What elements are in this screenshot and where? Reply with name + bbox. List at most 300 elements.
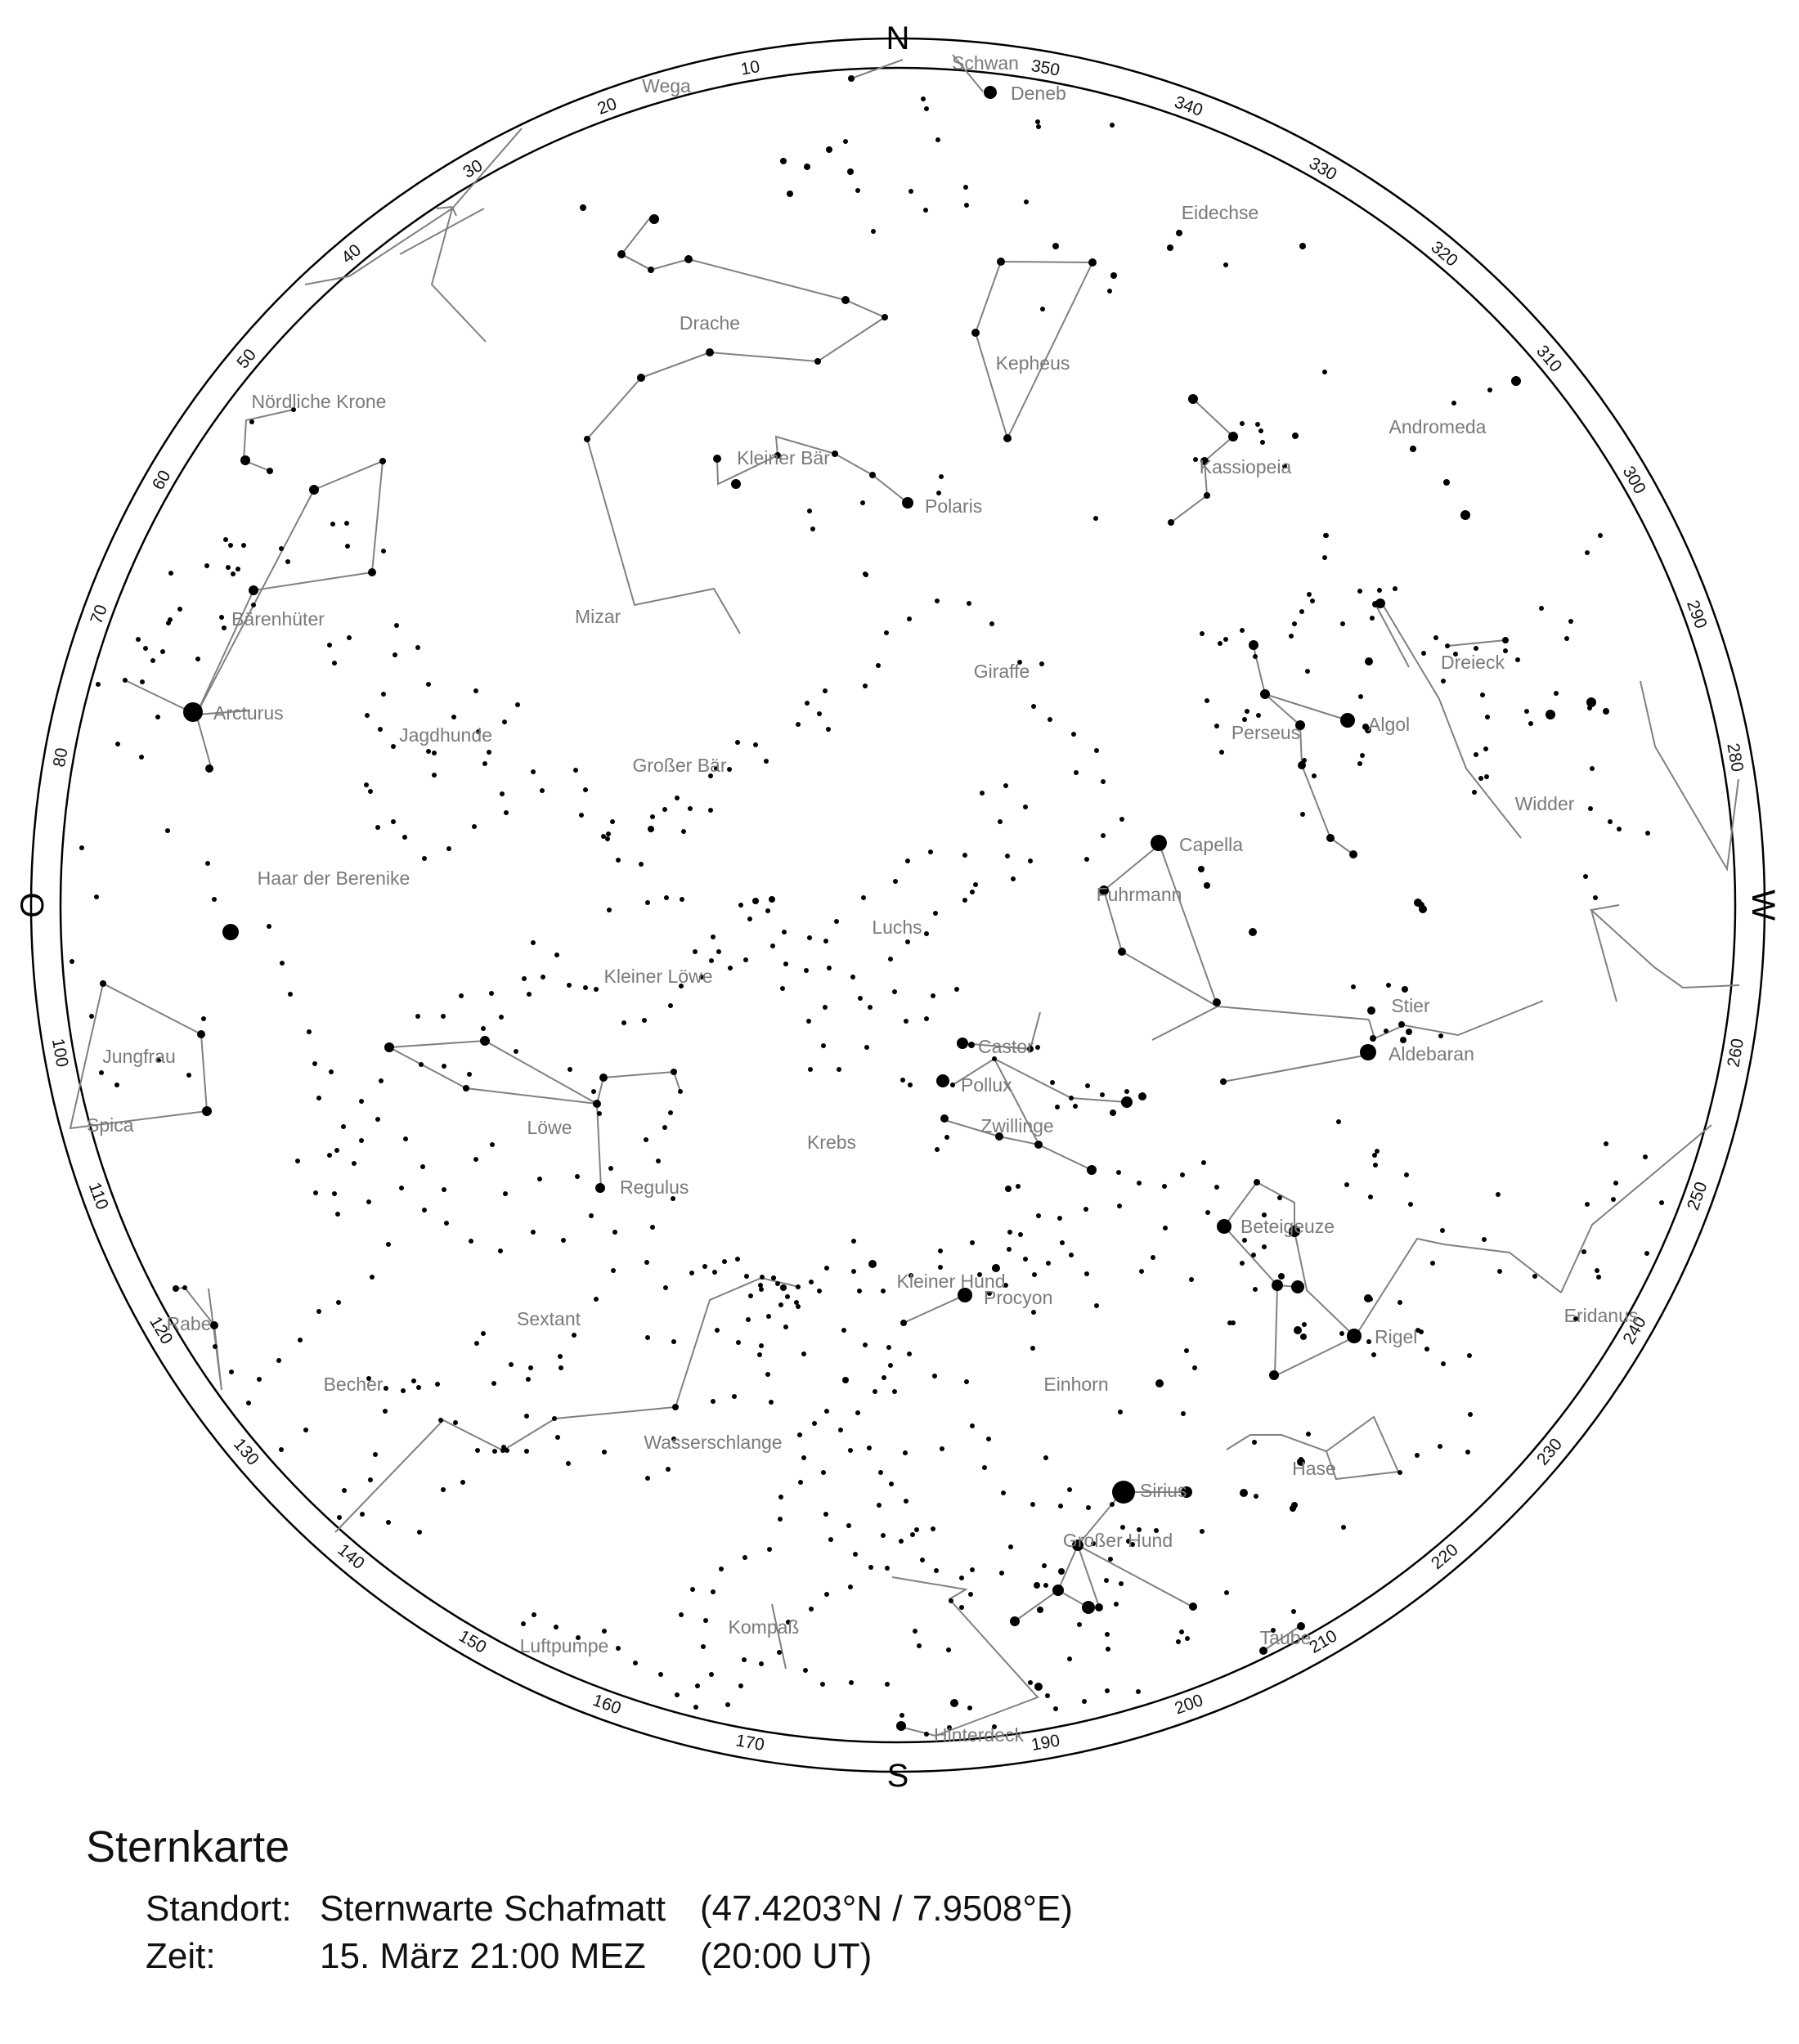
star-774 [639,862,644,867]
location-coords: (47.4203°N / 7.9508°E) [700,1889,1073,1929]
star-855 [857,1289,862,1293]
azimuth-tick-340: 340 [1172,92,1205,120]
star-756 [644,1137,648,1142]
star-123 [1445,643,1450,648]
star-label-algol: Algol [1368,714,1411,735]
star-329 [1058,1568,1065,1575]
star-150 [1603,708,1609,715]
star-376 [1290,1505,1296,1512]
star-471 [759,1661,764,1666]
star-29 [882,314,888,320]
star-725 [575,1174,580,1179]
star-332 [968,1592,973,1597]
star-731 [499,1015,504,1020]
star-297 [1180,1172,1185,1177]
star-308 [841,1328,846,1333]
star-69 [1260,440,1265,445]
star-140 [1617,827,1622,831]
azimuth-tick-80: 80 [49,746,72,769]
star-112 [1214,724,1219,728]
star-445 [528,1365,533,1370]
star-526 [183,702,203,722]
star-695 [100,980,106,987]
star-157 [1421,651,1426,656]
star-531 [249,419,254,424]
star-50 [832,450,838,457]
star-858 [938,1265,943,1270]
constellation-label-perseus: Perseus [1231,722,1301,743]
star-412 [769,1400,774,1405]
star-label-procyon: Procyon [984,1287,1053,1308]
star-706 [267,924,271,929]
constellation-line-15 [1447,640,1505,646]
azimuth-tick-30: 30 [460,155,487,182]
star-334 [1008,1544,1013,1549]
star-7 [1036,124,1041,129]
star-156 [1474,752,1478,757]
star-667 [827,966,832,970]
star-245 [1468,1412,1473,1417]
star-862 [1018,1232,1023,1237]
star-364 [913,1629,917,1634]
star-85 [1307,592,1312,597]
star-421 [555,1435,560,1440]
star-465 [868,1565,873,1570]
constellation-label-noerdliche-krone: Nördliche Krone [251,391,387,412]
star-578 [391,744,396,749]
star-15 [1176,230,1182,236]
star-148 [1546,710,1555,719]
star-163 [1204,882,1210,889]
star-171 [1438,1033,1443,1038]
star-168 [1367,1006,1375,1015]
constellation-line-3 [437,207,452,208]
star-621 [863,684,868,688]
star-595 [515,702,520,707]
star-613 [735,740,740,745]
star-775 [601,834,606,839]
star-593 [473,688,478,693]
constellation-line-40 [1224,1226,1355,1376]
azimuth-tick-60: 60 [148,467,175,494]
star-288 [1151,1255,1155,1260]
star-644 [1028,858,1033,863]
constellation-label-becher: Becher [323,1374,384,1395]
star-325 [1189,1602,1197,1611]
star-518 [904,1499,908,1504]
azimuth-tick-40: 40 [338,240,366,268]
star-437 [229,1369,234,1374]
star-316 [1110,1502,1115,1507]
star-21 [923,208,928,213]
star-715 [352,1161,357,1166]
star-565 [381,549,386,554]
star-302 [1007,1230,1012,1235]
star-836 [594,1297,599,1302]
star-507 [778,1495,783,1499]
star-323 [1052,1585,1064,1596]
star-389 [1291,1609,1296,1614]
star-529 [267,468,273,474]
star-317 [1067,1487,1072,1492]
constellation-line-52 [892,1577,1038,1736]
star-656 [783,961,788,966]
star-305 [851,1239,856,1244]
star-104 [1223,637,1228,642]
star-101 [1253,654,1258,659]
star-187 [940,1114,949,1123]
star-709 [307,1029,312,1034]
star-350 [940,1446,944,1451]
star-427 [386,1520,391,1525]
star-294 [1214,1185,1219,1190]
star-441 [411,1378,416,1383]
star-291 [1137,1181,1142,1186]
star-654 [804,968,809,973]
star-233 [1373,1163,1378,1168]
star-861 [1007,1247,1012,1252]
star-223 [1240,1261,1245,1266]
star-472 [742,1657,747,1662]
star-44 [1110,272,1117,279]
star-422 [524,1414,529,1419]
constellation-label-grosser-hund: Großer Hund [1062,1530,1173,1551]
star-676 [931,993,935,998]
star-70 [1322,370,1327,374]
star-146 [1593,895,1598,900]
star-496 [695,1683,700,1688]
star-172 [1398,1021,1405,1028]
star-591 [432,773,437,778]
star-167 [1213,998,1221,1006]
azimuth-tick-130: 130 [229,1435,263,1469]
star-76 [1443,479,1450,486]
star-284 [1181,1411,1186,1416]
star-764 [480,1036,490,1046]
star-260 [1659,1200,1664,1205]
star-118 [1377,588,1382,593]
star-574 [394,623,399,628]
star-723 [503,1191,508,1196]
compass-labels [15,20,1781,1794]
star-25 [617,250,626,258]
star-136 [1590,766,1595,771]
star-722 [490,1142,495,1147]
star-89 [1249,640,1258,650]
star-289 [1139,1269,1144,1274]
compass-south: S [886,1758,909,1794]
star-label-pollux: Pollux [961,1074,1012,1096]
star-672 [933,911,938,916]
star-847 [746,1317,751,1322]
star-649 [905,858,910,863]
star-572 [426,682,431,687]
star-626 [967,601,971,606]
constellation-label-stier: Stier [1391,995,1430,1016]
star-483 [554,1625,559,1629]
star-631 [1048,717,1052,722]
star-648 [928,849,933,854]
star-645 [1011,876,1016,881]
star-782 [716,949,721,954]
star-561 [285,559,290,564]
star-523 [849,1680,854,1685]
azimuth-tick-160: 160 [590,1690,624,1719]
star-688 [96,682,101,687]
star-95 [1340,713,1355,728]
star-226 [1339,1331,1344,1336]
star-292 [1116,1170,1121,1175]
star-579 [368,789,373,794]
azimuth-tick-220: 220 [1428,1540,1462,1574]
star-214 [1277,1195,1282,1200]
star-525 [803,1668,808,1673]
constellation-line-4 [305,128,522,285]
star-415 [672,1404,679,1410]
azimuth-tick-210: 210 [1306,1626,1341,1657]
azimuth-tick-260: 260 [1724,1037,1748,1069]
star-794 [459,993,464,998]
star-227 [1371,1352,1376,1357]
star-534 [368,568,376,576]
star-436 [246,1401,251,1405]
star-478 [658,1672,663,1677]
constellation-label-baerenhueter: Bärenhüter [231,608,325,630]
star-16 [1167,244,1173,251]
star-65 [1193,457,1198,462]
star-658 [743,957,748,962]
star-240 [1397,1300,1402,1305]
star-480 [616,1646,621,1651]
star-100 [1240,628,1245,633]
star-759 [593,1100,601,1108]
star-307 [824,1266,829,1271]
star-710 [312,1061,317,1066]
star-604 [650,814,655,819]
star-712 [316,1096,321,1100]
star-636 [1119,817,1124,822]
star-286 [1184,1348,1189,1353]
star-551 [223,537,228,542]
star-458 [873,1389,877,1394]
star-109 [1312,773,1317,778]
star-169 [1360,1044,1376,1060]
star-606 [662,807,667,812]
star-113 [1205,698,1209,703]
star-label-polaris: Polaris [925,495,983,517]
star-637 [1101,833,1106,838]
star-541 [150,658,155,663]
constellation-label-grosser-baer: Großer Bär [632,755,727,776]
star-114 [1300,812,1305,817]
star-510 [797,1432,802,1437]
star-366 [950,1699,958,1707]
star-570 [381,692,386,697]
azimuth-tick-280: 280 [1723,742,1747,773]
time-value: 15. März 21:00 MEZ [320,1936,646,1976]
star-label-mizar: Mizar [575,606,621,627]
star-740 [295,1159,300,1163]
star-700 [114,1083,119,1087]
constellation-line-24 [196,490,314,715]
star-327 [1010,1616,1020,1626]
star-10 [843,139,848,144]
star-547 [205,861,210,866]
star-617 [817,711,822,716]
star-485 [521,1621,526,1626]
star-275 [892,1389,897,1394]
azimuth-tick-170: 170 [734,1731,766,1755]
star-687 [892,989,897,994]
star-414 [711,1399,716,1404]
star-716 [359,1138,364,1143]
star-426 [417,1530,422,1535]
star-46 [1040,307,1045,312]
star-424 [460,1480,465,1485]
star-230 [1227,1320,1232,1325]
star-852 [759,1287,764,1292]
star-373 [1240,1489,1248,1497]
star-399 [1077,1622,1082,1627]
star-475 [693,1705,698,1710]
star-212 [1254,1179,1260,1186]
constellation-line-48 [1015,1491,1123,1621]
star-642 [998,819,1003,824]
map-caption [86,1822,1073,1983]
star-360 [946,1647,951,1652]
star-41 [1088,258,1097,267]
star-671 [924,931,929,936]
star-668 [850,975,855,979]
star-434 [279,1447,284,1452]
star-627 [989,621,994,626]
star-753 [650,1225,655,1230]
star-88 [1487,388,1492,392]
star-457 [882,1375,886,1380]
star-144 [1539,606,1544,611]
star-201 [1050,1080,1055,1085]
azimuth-tick-330: 330 [1305,154,1340,185]
star-524 [820,1682,825,1687]
star-546 [165,828,170,833]
star-508 [798,1480,803,1485]
star-849 [796,1284,801,1289]
star-657 [770,944,775,948]
star-234 [1344,1182,1349,1187]
star-59 [863,572,868,576]
star-789 [583,985,588,990]
constellation-label-krebs: Krebs [806,1132,857,1153]
star-504 [742,1555,747,1560]
star-803 [257,1377,262,1382]
star-341 [1176,1639,1181,1644]
star-707 [280,961,285,966]
azimuth-tick-20: 20 [594,94,620,119]
star-328 [1034,1582,1040,1589]
star-label-castor: Castor [978,1036,1034,1057]
star-758 [678,1089,683,1094]
star-241 [1424,1347,1429,1351]
star-86 [1310,598,1315,603]
star-520 [881,1533,886,1538]
star-353 [910,1532,915,1537]
star-536 [123,678,128,683]
star-242 [1441,1361,1446,1366]
star-788 [594,987,599,992]
star-467 [824,1592,829,1597]
constellation-label-drache: Drache [679,312,741,334]
star-52 [902,497,913,509]
star-206 [1217,1219,1231,1234]
star-745 [422,1208,427,1213]
azimuth-tick-200: 200 [1172,1690,1206,1719]
star-192 [1069,1096,1074,1100]
star-355 [920,1558,925,1562]
azimuth-scale [48,56,1747,1755]
star-5 [924,106,929,111]
star-74 [1511,376,1521,386]
constellation-label-einhorn: Einhorn [1043,1374,1109,1395]
star-699 [99,1070,104,1075]
star-115 [1289,634,1294,639]
star-590 [482,761,487,766]
star-298 [1117,1204,1122,1208]
star-747 [469,1239,473,1244]
star-512 [824,1409,829,1414]
star-196 [1124,1089,1129,1094]
star-726 [608,1166,613,1171]
star-455 [886,1345,891,1350]
star-549 [166,621,171,625]
star-347 [1043,1455,1048,1460]
star-822 [416,1385,421,1390]
star-312 [758,1283,763,1288]
azimuth-tick-240: 240 [1619,1313,1650,1348]
star-175 [1370,1035,1376,1042]
star-620 [823,688,828,693]
star-497 [709,1672,714,1677]
star-300 [1069,1253,1074,1257]
star-160 [1418,902,1424,908]
star-827 [524,1449,529,1454]
star-608 [688,806,693,811]
star-650 [893,879,898,884]
constellation-label-wasserschlange: Wasserschlange [644,1432,783,1453]
star-371 [967,1706,972,1710]
star-643 [1005,854,1010,858]
star-257 [1643,1154,1648,1159]
star-760 [599,1074,608,1082]
constellation-label-sextant: Sextant [517,1308,581,1329]
star-361 [917,1643,922,1648]
star-856 [881,1289,886,1293]
star-45 [1107,289,1112,294]
star-272 [938,1248,943,1253]
star-577 [432,751,437,755]
star-598 [540,788,545,793]
star-51 [869,472,876,478]
star-767 [527,992,532,997]
star-564 [345,544,350,549]
star-448 [671,1339,676,1344]
star-194 [1110,1109,1116,1116]
star-711 [329,1069,334,1074]
star-597 [531,769,536,774]
star-199 [1100,1092,1105,1097]
star-728 [591,1089,596,1094]
star-162 [1198,866,1205,872]
time-label: Zeit: [146,1936,216,1976]
